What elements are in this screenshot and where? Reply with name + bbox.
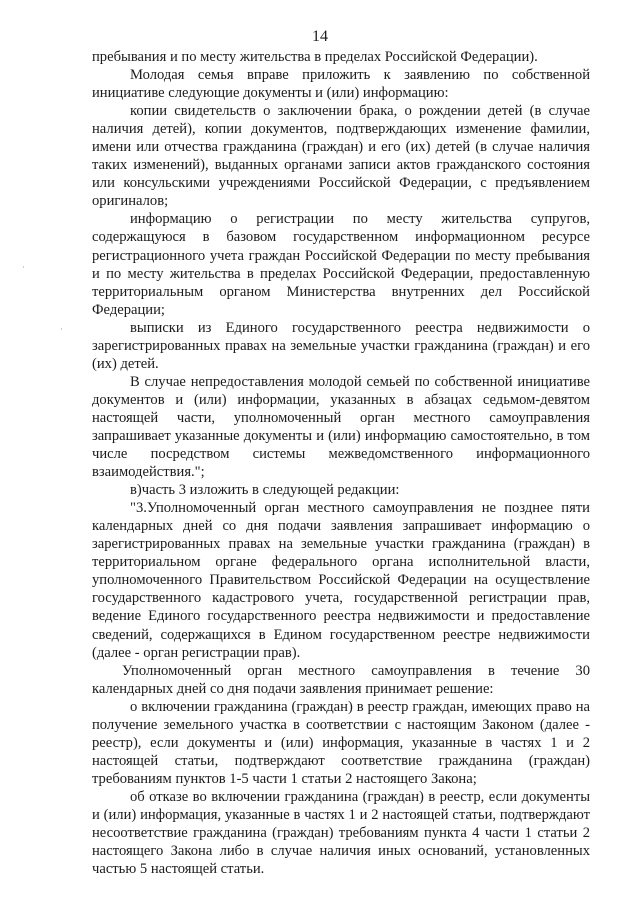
scan-speck: ·	[22, 262, 25, 272]
paragraph: Молодая семья вправе приложить к заявлению по собственной инициативе следующие документы и (или) информацию:	[92, 67, 590, 102]
paragraph: в)часть 3 изложить в следующей редакции:	[130, 482, 400, 499]
paragraph: пребывания и по месту жительства в пределах Российской Федерации).	[92, 49, 538, 65]
paragraph: "3.Уполномоченный орган местного самоуправления не позднее пяти календарных дней со дня подачи заявления запрашивает информацию о зарегистрированных правах на земельные участки гражданина (граждан) в территориальном органе федерального органа исполнительной власти, уполномоченного Правительством Российской Федерации на осуществление государственного кадастрового учета, государственной регистрации прав, ведение Единого государственного реестра недвижимости и предоставление сведений, содержащихся в Едином государственном реестре недвижимости (далее - орган регистрации прав).	[92, 500, 590, 661]
paragraph: В случае непредоставления молодой семьей по собственной инициативе документов и (или) информации, указанных в абзацах седьмом-девятом настоящей части, уполномоченный орган местного самоуправления запрашивает указанные документы и (или) информацию самостоятельно, в том числе посредством системы межведомственного информационного взаимодействия.";	[92, 373, 590, 481]
paragraph: о включении гражданина (граждан) в реестр граждан, имеющих право на получение земельного участка в соответствии с настоящим Законом (далее - реестр), если документы и (или) информация, указанные в частях 1 и 2 настоящей статьи, подтверждают соответствие гражданина (граждан) требованиям пунктов 1-5 части 1 статьи 2 настоящего Закона;	[92, 698, 590, 787]
paragraph: выписки из Единого государственного реестра недвижимости о зарегистрированных правах на земельные участки гражданина (граждан) и его (их) детей.	[92, 319, 590, 372]
document-body	[92, 48, 590, 878]
paragraph: копии свидетельств о заключении брака, о рождении детей (в случае наличия детей), копии документов, подтверждающих изменение фамилии, имени или отчества гражданина (граждан) и его (их) детей (в случае наличия таких изменений), выданных органами записи актов гражданского состояния или консульскими учреждениями Российской Федерации, с предъявлением оригиналов;	[92, 103, 590, 210]
paragraph: Уполномоченный орган местного самоуправления в течение 30 календарных дней со дня подачи заявления принимает решение:	[92, 662, 590, 697]
page-number: 14	[312, 28, 328, 45]
scan-speck: ·	[60, 324, 63, 334]
paragraph: об отказе во включении гражданина (граждан) в реестр, если документы и (или) информация, указанные в частях 1 и 2 настоящей статьи, подтверждают несоответствие гражданина (граждан) требованиям пункта 4 части 1 статьи 2 настоящего Закона либо в случае наличия иных оснований, установленных частью 5 настоящей статьи.	[92, 788, 590, 878]
paragraph: информацию о регистрации по месту жительства супругов, содержащуюся в базовом государственном информационном ресурсе регистрационного учета граждан Российской Федерации по месту пребывания и по месту жительства в пределах Российской Федерации, предоставленную территориальным органом Министерства внутренних дел Российской Федерации;	[92, 211, 590, 318]
